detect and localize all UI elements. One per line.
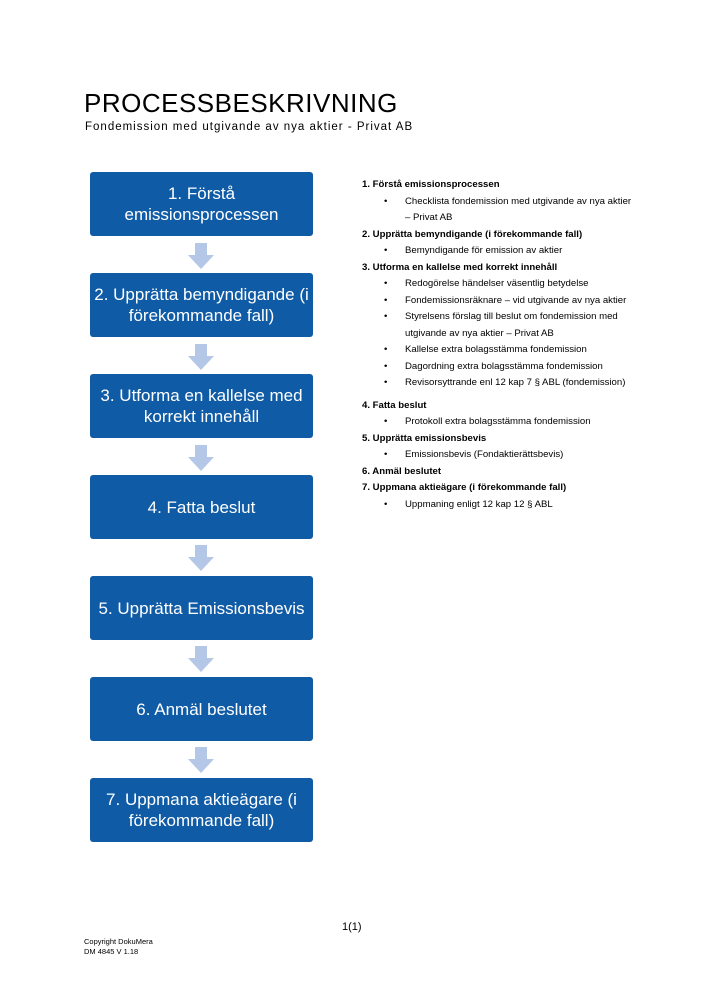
- flow-step-1: 1. Förstå emissionsprocessen: [90, 172, 313, 236]
- copyright-text: Copyright DokuMera: [84, 937, 153, 946]
- flow-step-4: 4. Fatta beslut: [90, 475, 313, 539]
- section-heading: 7. Uppmana aktieägare (i förekommande fall): [362, 482, 567, 493]
- flow-step-7: 7. Uppmana aktieägare (i förekommande fall): [90, 778, 313, 842]
- document-list-item: • Styrelsens förslag till beslut om fondemission med utgivande av nya aktier – Privat AB: [362, 309, 632, 342]
- down-arrow-icon: [188, 243, 214, 269]
- section-heading: 5. Upprätta emissionsbevis: [362, 432, 487, 444]
- section-heading: 1. Förstå emissionsprocessen: [362, 179, 500, 190]
- section-heading: 3. Utforma en kallelse med korrekt innehåll: [362, 261, 558, 273]
- document-list-item: • Checklista fondemission med utgivande av nya aktier – Privat AB: [362, 194, 632, 227]
- down-arrow-icon: [188, 445, 214, 471]
- flow-step-2: 2. Upprätta bemyndigande (i förekommande fall): [90, 273, 313, 337]
- section-heading: 2. Upprätta bemyndigande (i förekommande fall): [362, 228, 583, 240]
- down-arrow-icon: [188, 545, 214, 571]
- document-list-item: • Protokoll extra bolagsstämma fondemission: [362, 414, 632, 431]
- document-list-item: • Uppmaning enligt 12 kap 12 § ABL: [362, 497, 632, 514]
- flow-step-3: 3. Utforma en kallelse med korrekt innehåll: [90, 374, 313, 438]
- document-list-item: • Bemyndigande för emission av aktier: [362, 243, 632, 260]
- document-list-item: • Revisorsyttrande enl 12 kap 7 § ABL (fondemission): [362, 375, 632, 392]
- page-number: 1(1): [342, 921, 362, 933]
- document-list-item: • Emissionsbevis (Fondaktierättsbevis): [362, 447, 632, 464]
- document-list-item: • Dagordning extra bolagsstämma fondemission: [362, 359, 632, 376]
- page-title: PROCESSBESKRIVNING: [84, 88, 398, 118]
- flow-step-6: 6. Anmäl beslutet: [90, 677, 313, 741]
- down-arrow-icon: [188, 344, 214, 370]
- document-list-item: • Redogörelse händelser väsentlig betydelse: [362, 276, 632, 293]
- down-arrow-icon: [188, 646, 214, 672]
- flow-step-5: 5. Upprätta Emissionsbevis: [90, 576, 313, 640]
- down-arrow-icon: [188, 747, 214, 773]
- section-heading: 4. Fatta beslut: [362, 399, 427, 411]
- page-subtitle: Fondemission med utgivande av nya aktier - Privat AB: [85, 121, 414, 133]
- section-heading: 6. Anmäl beslutet: [362, 465, 442, 477]
- process-checklist: [362, 177, 632, 513]
- document-list-item: • Kallelse extra bolagsstämma fondemission: [362, 342, 632, 359]
- footer: [84, 937, 153, 957]
- document-id: DM 4845 V 1.18: [84, 947, 139, 956]
- document-list-item: • Fondemissionsräknare – vid utgivande av nya aktier: [362, 293, 632, 310]
